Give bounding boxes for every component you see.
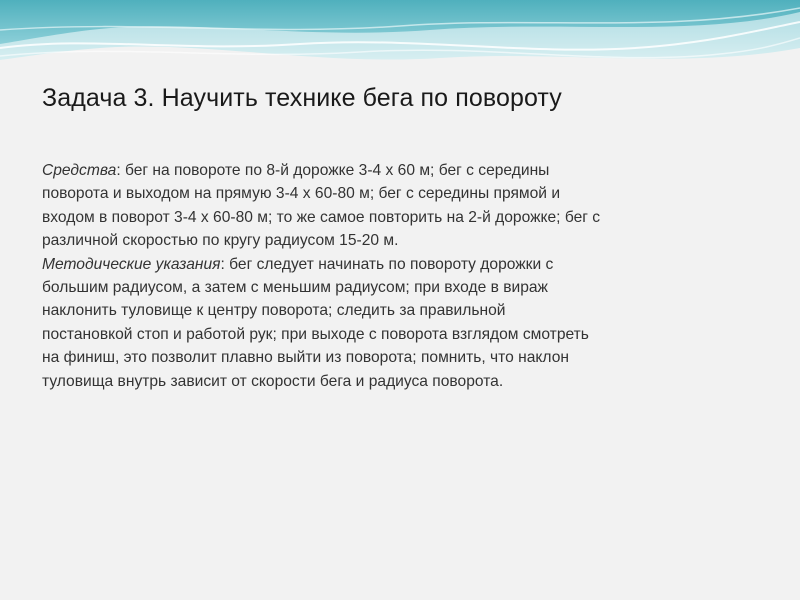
- slide-body: [42, 159, 777, 393]
- paragraph-line: различной скоростью по кругу радиусом 15-20 м.: [42, 232, 399, 250]
- paragraph-line: туловища внутрь зависит от скорости бега и радиуса поворота.: [42, 372, 504, 390]
- paragraph-line: [42, 253, 777, 276]
- paragraph-line: поворота и выходом на прямую 3-4 х 60-80 м; бег с середины прямой и: [42, 185, 561, 203]
- paragraph-sredstva: [42, 159, 777, 253]
- term-sredstva: Средства: [42, 162, 117, 179]
- paragraph-line: на финиш, это позволит плавно выйти из поворота; помнить, что наклон: [42, 349, 569, 367]
- line-text: : бег следует начинать по повороту дорожки с: [220, 255, 554, 273]
- paragraph-line: [42, 159, 777, 182]
- paragraph-metodicheskie-ukazaniya: [42, 253, 777, 393]
- wave-header-decoration: [0, 0, 800, 80]
- paragraph-line: большим радиусом, а затем с меньшим радиусом; при входе в вираж: [42, 279, 548, 297]
- slide-title: Задача 3. Научить технике бега по повороту: [42, 84, 562, 112]
- line-text: : бег на повороте по 8-й дорожке 3-4 х 60 м; бег с середины: [116, 162, 550, 179]
- paragraph-line: постановкой стоп и работой рук; при выходе с поворота взглядом смотреть: [42, 325, 589, 343]
- paragraph-line: входом в поворот 3-4 х 60-80 м; то же самое повторить на 2-й дорожке; бег с: [42, 208, 601, 226]
- term-metodicheskie-ukazaniya: Методические указания: [42, 255, 221, 273]
- paragraph-line: наклонить туловище к центру поворота; следить за правильной: [42, 302, 506, 320]
